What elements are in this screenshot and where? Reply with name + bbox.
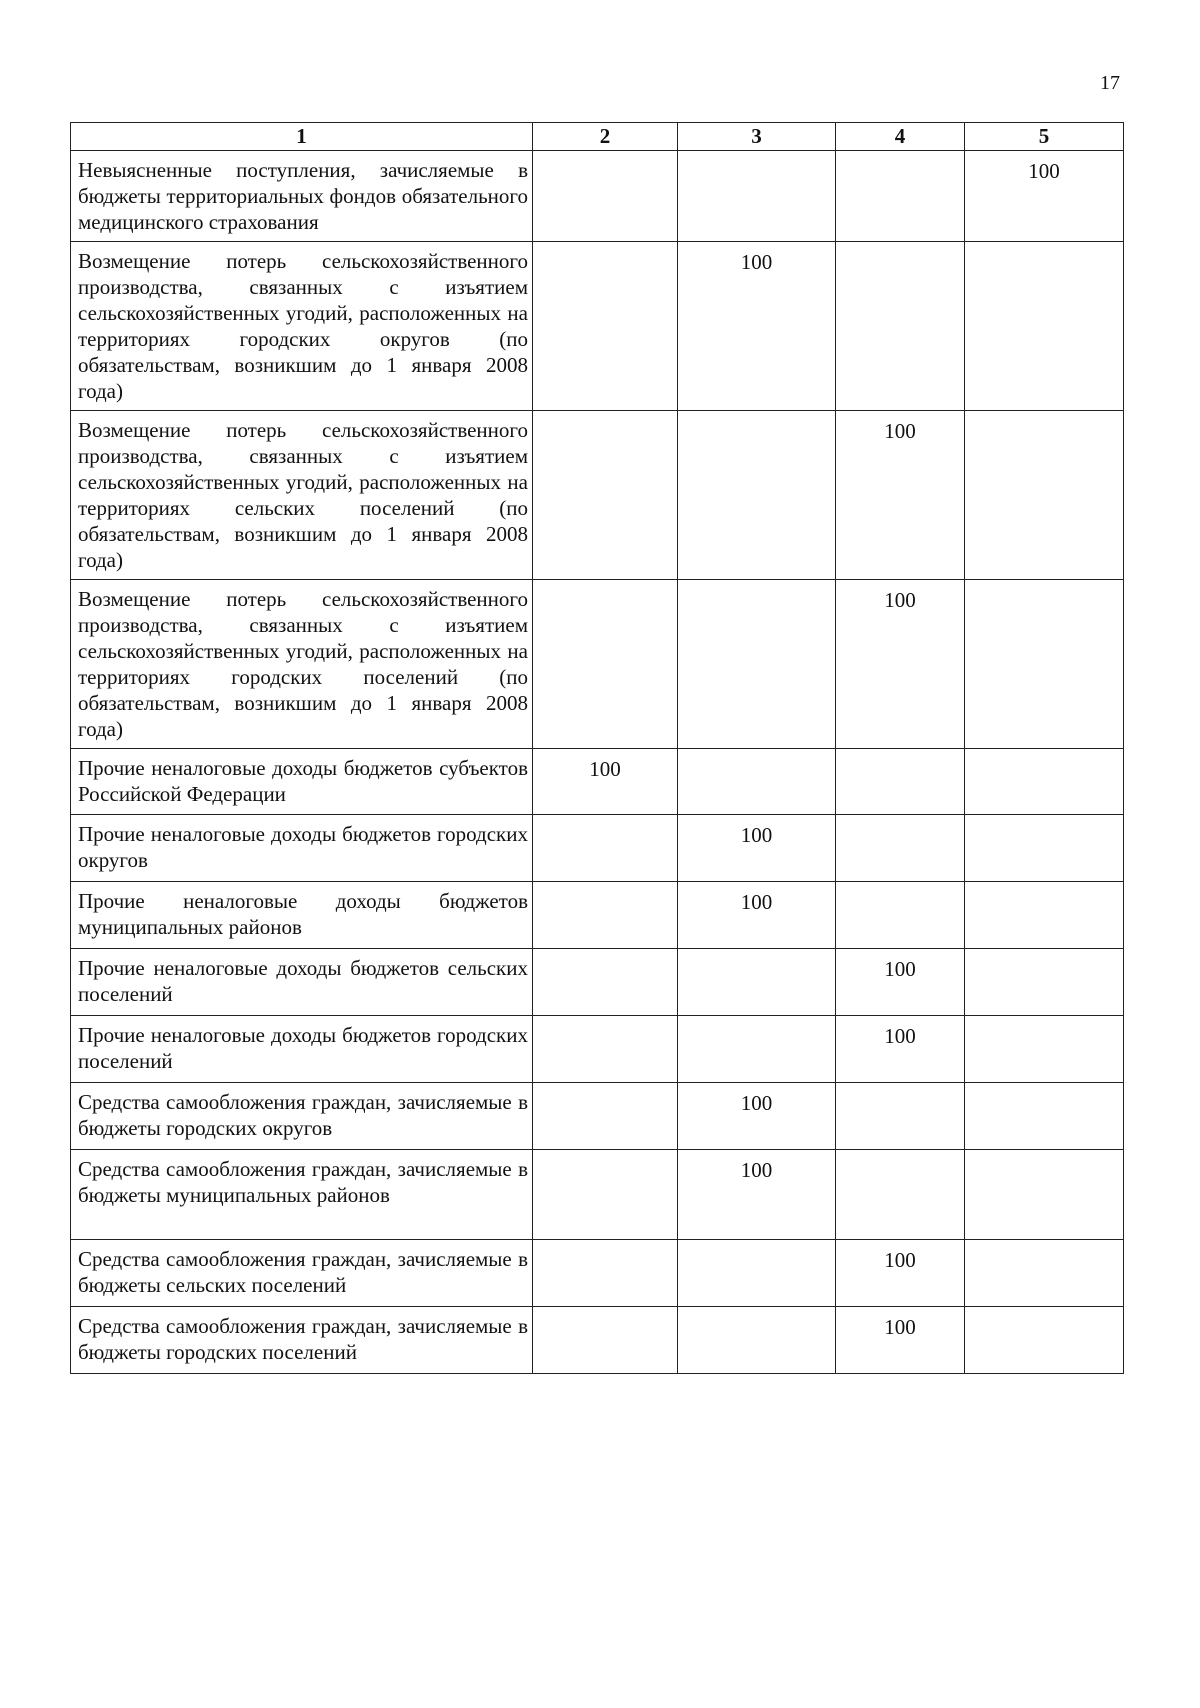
column-header-3: 3 [678, 123, 836, 151]
row-description: Прочие неналоговые доходы бюджетов муниципальных районов [71, 882, 533, 949]
column-header-5: 5 [965, 123, 1124, 151]
cell-percent-c4: 100 [836, 411, 965, 580]
cell-percent-c4 [836, 242, 965, 411]
column-header-1: 1 [71, 123, 533, 151]
table-row [71, 580, 1124, 749]
row-description: Средства самообложения граждан, зачисляемые в бюджеты муниципальных районов [71, 1150, 533, 1240]
column-header-4: 4 [836, 123, 965, 151]
cell-percent-c5: 100 [965, 151, 1124, 242]
cell-percent-c5 [965, 1016, 1124, 1083]
table-row [71, 949, 1124, 1016]
cell-percent-c3 [678, 949, 836, 1016]
page-number: 17 [1100, 72, 1120, 94]
table-row [71, 815, 1124, 882]
revenue-distribution-table [70, 122, 1124, 1374]
cell-percent-c4: 100 [836, 1307, 965, 1374]
row-description: Прочие неналоговые доходы бюджетов городских округов [71, 815, 533, 882]
cell-percent-c4: 100 [836, 580, 965, 749]
row-description: Прочие неналоговые доходы бюджетов субъектов Российской Федерации [71, 749, 533, 815]
table-row [71, 882, 1124, 949]
cell-percent-c5 [965, 242, 1124, 411]
cell-percent-c2 [533, 411, 678, 580]
row-description: Средства самообложения граждан, зачисляемые в бюджеты сельских поселений [71, 1240, 533, 1307]
cell-percent-c2 [533, 815, 678, 882]
cell-percent-c5 [965, 1307, 1124, 1374]
row-description: Возмещение потерь сельскохозяйственного производства, связанных с изъятием сельскохозяйственных угодий, расположенных на территориях сельских поселений (по обязательствам, возникшим до 1 января 2008 года) [71, 411, 533, 580]
row-description: Прочие неналоговые доходы бюджетов сельских поселений [71, 949, 533, 1016]
cell-percent-c3: 100 [678, 815, 836, 882]
cell-percent-c2 [533, 1016, 678, 1083]
cell-percent-c4 [836, 1083, 965, 1150]
cell-percent-c3 [678, 1307, 836, 1374]
cell-percent-c2 [533, 1083, 678, 1150]
cell-percent-c5 [965, 411, 1124, 580]
cell-percent-c3 [678, 580, 836, 749]
table-row [71, 1016, 1124, 1083]
cell-percent-c5 [965, 1240, 1124, 1307]
cell-percent-c5 [965, 580, 1124, 749]
cell-percent-c4 [836, 1150, 965, 1240]
table-row [71, 151, 1124, 242]
table-row [71, 242, 1124, 411]
cell-percent-c4: 100 [836, 1240, 965, 1307]
cell-percent-c2 [533, 580, 678, 749]
cell-percent-c3: 100 [678, 1083, 836, 1150]
cell-percent-c3 [678, 411, 836, 580]
table-row [71, 1307, 1124, 1374]
cell-percent-c5 [965, 949, 1124, 1016]
cell-percent-c2 [533, 882, 678, 949]
cell-percent-c4 [836, 882, 965, 949]
cell-percent-c5 [965, 815, 1124, 882]
cell-percent-c3: 100 [678, 882, 836, 949]
cell-percent-c3: 100 [678, 1150, 836, 1240]
column-header-2: 2 [533, 123, 678, 151]
cell-percent-c3 [678, 749, 836, 815]
cell-percent-c2 [533, 1307, 678, 1374]
table-row [71, 749, 1124, 815]
table-row [71, 1150, 1124, 1240]
row-description: Возмещение потерь сельскохозяйственного производства, связанных с изъятием сельскохозяйственных угодий, расположенных на территориях городских поселений (по обязательствам, возникшим до 1 января 2008 года) [71, 580, 533, 749]
cell-percent-c2 [533, 1150, 678, 1240]
cell-percent-c4 [836, 151, 965, 242]
cell-percent-c4 [836, 815, 965, 882]
cell-percent-c4 [836, 749, 965, 815]
row-description: Возмещение потерь сельскохозяйственного производства, связанных с изъятием сельскохозяйственных угодий, расположенных на территориях городских округов (по обязательствам, возникшим до 1 января 2008 года) [71, 242, 533, 411]
cell-percent-c4: 100 [836, 1016, 965, 1083]
cell-percent-c5 [965, 882, 1124, 949]
table-header-row [71, 123, 1124, 151]
table-row [71, 411, 1124, 580]
row-description: Средства самообложения граждан, зачисляемые в бюджеты городских округов [71, 1083, 533, 1150]
cell-percent-c3: 100 [678, 242, 836, 411]
cell-percent-c3 [678, 1240, 836, 1307]
cell-percent-c2 [533, 242, 678, 411]
table-row [71, 1083, 1124, 1150]
table-row [71, 1240, 1124, 1307]
cell-percent-c5 [965, 749, 1124, 815]
cell-percent-c4: 100 [836, 949, 965, 1016]
table-body [71, 151, 1124, 1374]
cell-percent-c2 [533, 1240, 678, 1307]
cell-percent-c2 [533, 949, 678, 1016]
cell-percent-c3 [678, 151, 836, 242]
cell-percent-c2: 100 [533, 749, 678, 815]
cell-percent-c5 [965, 1150, 1124, 1240]
cell-percent-c3 [678, 1016, 836, 1083]
cell-percent-c5 [965, 1083, 1124, 1150]
row-description: Невыясненные поступления, зачисляемые в бюджеты территориальных фондов обязательного медицинского страхования [71, 151, 533, 242]
row-description: Средства самообложения граждан, зачисляемые в бюджеты городских поселений [71, 1307, 533, 1374]
cell-percent-c2 [533, 151, 678, 242]
row-description: Прочие неналоговые доходы бюджетов городских поселений [71, 1016, 533, 1083]
